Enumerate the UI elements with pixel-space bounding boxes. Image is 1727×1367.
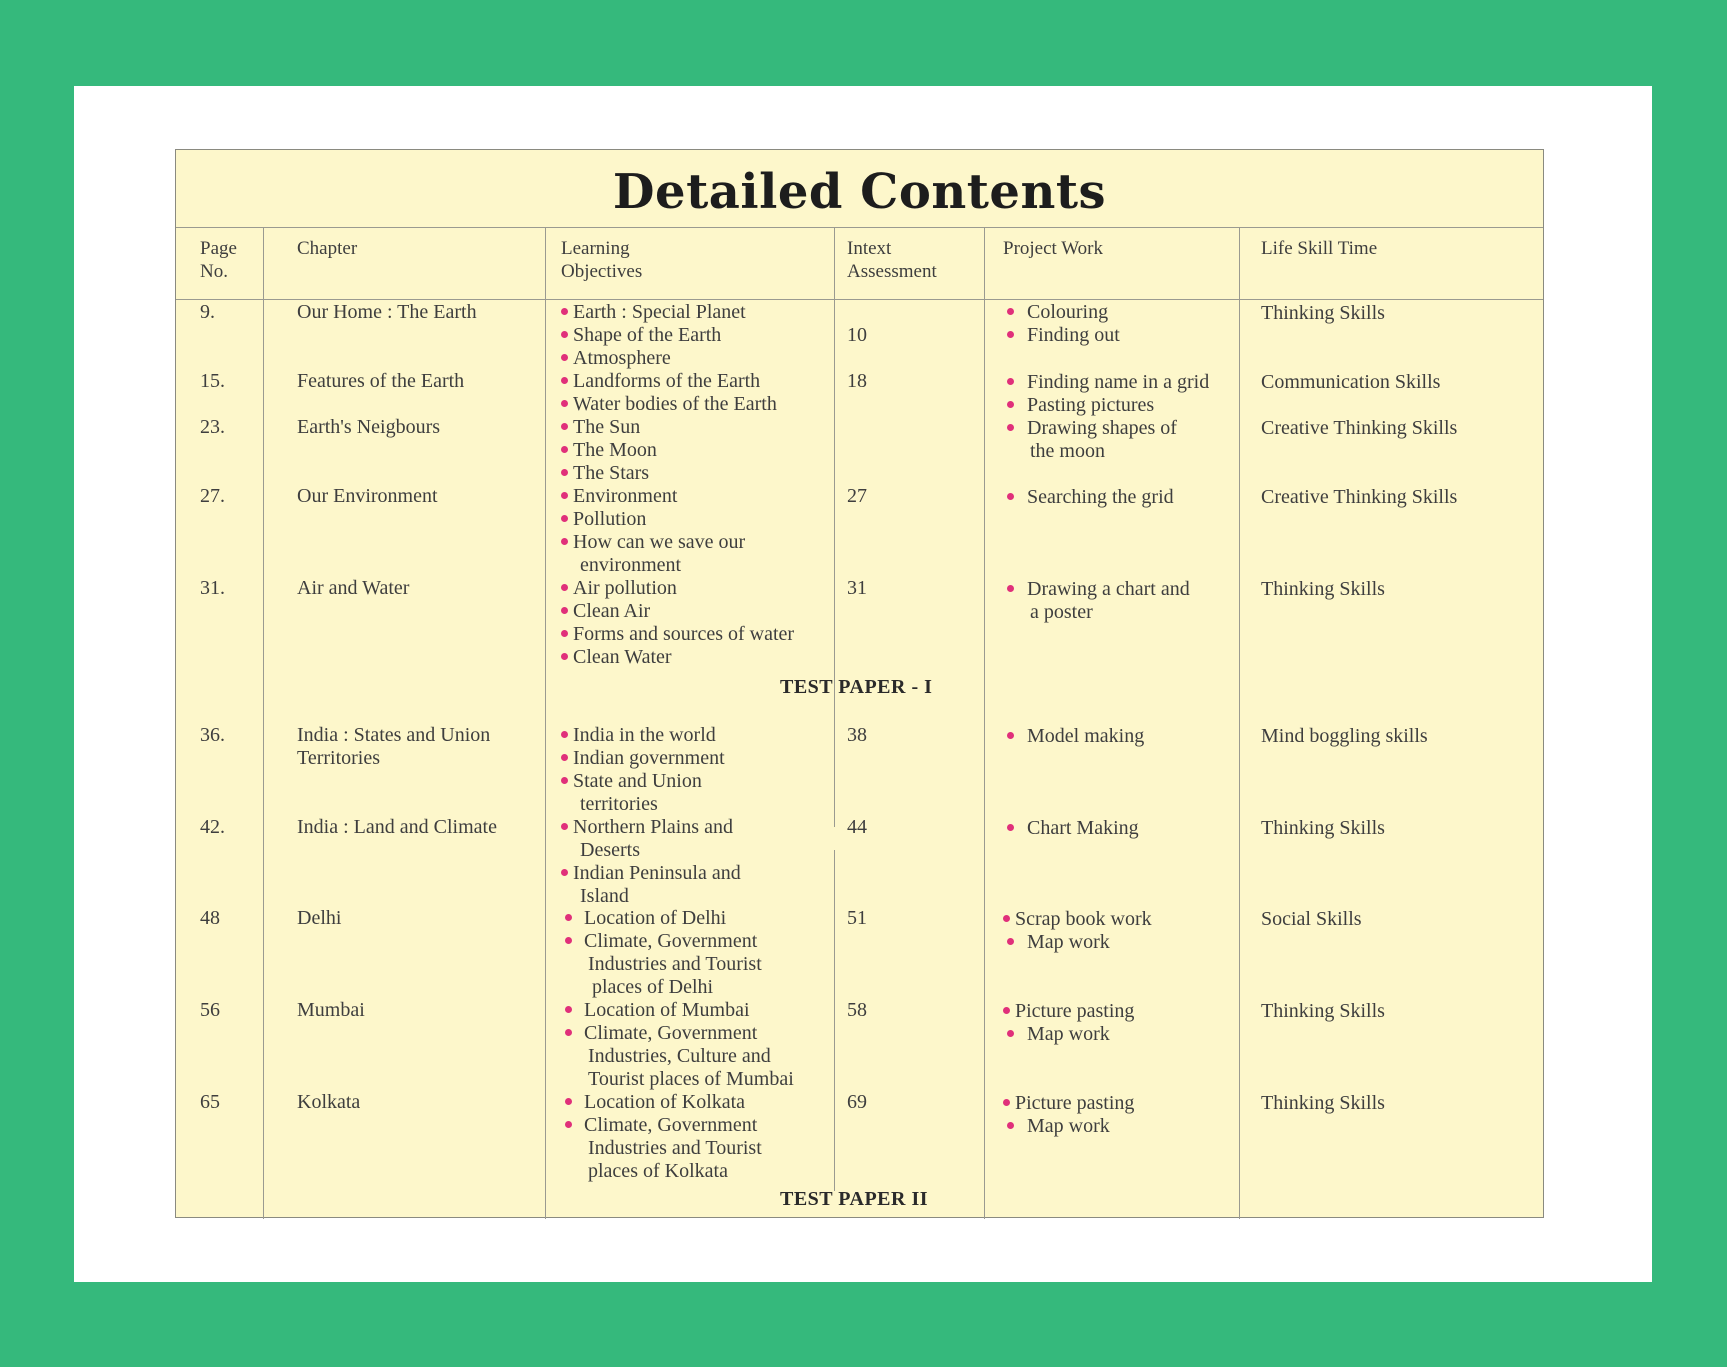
- page-number: 48: [200, 907, 220, 929]
- page-number: 9.: [200, 301, 215, 323]
- header-text: No.: [200, 261, 228, 282]
- page-title: Detailed Contents: [612, 164, 1107, 220]
- objectives-list: [561, 724, 725, 816]
- chapter-name: Our Home : The Earth: [297, 301, 477, 323]
- assessment-page: 38: [847, 724, 867, 746]
- bullet-icon: [561, 492, 568, 499]
- objective-continuation: places of Delhi: [592, 976, 714, 998]
- project-item: Map work: [1003, 931, 1152, 954]
- project-item: Scrap book work: [1003, 908, 1152, 931]
- project-list: [1003, 1000, 1134, 1046]
- chapter-name: Air and Water: [297, 577, 410, 599]
- column-divider: [834, 850, 835, 1191]
- project-item: Drawing a chart and: [1003, 578, 1190, 601]
- assessment-page: 44: [847, 816, 867, 838]
- assessment-page: 31: [847, 577, 867, 599]
- bullet-icon: [561, 331, 568, 338]
- objective-item: Atmosphere: [561, 347, 746, 370]
- bullet-icon: [561, 377, 568, 384]
- bullet-icon: [561, 400, 568, 407]
- header-text: Assessment: [847, 261, 937, 282]
- project-item: Map work: [1003, 1023, 1134, 1046]
- assessment-page: 10: [847, 324, 867, 346]
- objective-continuation: Industries and Tourist: [588, 1137, 762, 1159]
- objectives-list: [561, 577, 794, 669]
- assessment-page: 69: [847, 1091, 867, 1113]
- objectives-list: [561, 816, 741, 908]
- page-number: 23.: [200, 416, 225, 438]
- bullet-icon: [1007, 938, 1014, 945]
- objective-item: Shape of the Earth: [561, 324, 746, 347]
- project-item: Map work: [1003, 1115, 1134, 1138]
- header-life-skill: Life Skill Time: [1261, 238, 1378, 259]
- project-item: Finding out: [1003, 324, 1120, 347]
- project-item: Drawing shapes of: [1003, 417, 1177, 440]
- objectives-list: [561, 485, 745, 577]
- objective-item: Earth : Special Planet: [561, 301, 746, 324]
- chapter-name: Features of the Earth: [297, 370, 465, 392]
- project-list: [1003, 486, 1174, 509]
- project-list: [1003, 817, 1139, 840]
- objectives-list: [561, 370, 777, 416]
- project-list: [1003, 908, 1152, 954]
- chapter-name: Kolkata: [297, 1091, 361, 1113]
- objective-item: Climate, Government: [561, 1114, 762, 1137]
- bullet-icon: [561, 446, 568, 453]
- objectives-list: [561, 301, 746, 370]
- chapter-line: India : States and Union: [297, 724, 491, 746]
- project-item: Picture pasting: [1003, 1092, 1134, 1115]
- life-skill: Social Skills: [1261, 908, 1362, 930]
- objective-item: Northern Plains and: [561, 816, 741, 839]
- assessment-page: 18: [847, 370, 867, 392]
- life-skill: Thinking Skills: [1261, 578, 1385, 600]
- objectives-list: [561, 907, 762, 999]
- bullet-icon: [1007, 424, 1014, 431]
- project-list: [1003, 301, 1120, 347]
- project-list: [1003, 725, 1144, 748]
- bullet-icon: [1007, 585, 1014, 592]
- bullet-icon: [565, 1029, 572, 1036]
- header-text: Learning: [561, 238, 630, 259]
- objective-continuation: Island: [580, 885, 629, 907]
- column-divider: [545, 227, 546, 1219]
- project-item: Finding name in a grid: [1003, 371, 1209, 394]
- title-divider: [176, 227, 1543, 228]
- chapter-name: [297, 724, 490, 770]
- bullet-icon: [1007, 493, 1014, 500]
- bullet-icon: [1007, 732, 1014, 739]
- bullet-icon: [1007, 824, 1014, 831]
- project-item-continuation: a poster: [1030, 601, 1093, 623]
- objective-item: Indian government: [561, 747, 725, 770]
- objective-item: Pollution: [561, 508, 745, 531]
- objective-item: How can we save our: [561, 531, 745, 554]
- column-divider: [263, 227, 264, 1219]
- objectives-list: [561, 1091, 762, 1183]
- page-number: 56: [200, 999, 220, 1021]
- life-skill: Communication Skills: [1261, 371, 1441, 393]
- bullet-icon: [561, 630, 568, 637]
- objective-item: Location of Kolkata: [561, 1091, 762, 1114]
- objective-item: India in the world: [561, 724, 725, 747]
- objective-continuation: territories: [580, 793, 658, 815]
- life-skill: Thinking Skills: [1261, 817, 1385, 839]
- objective-continuation: environment: [580, 554, 682, 576]
- bullet-icon: [565, 1098, 572, 1105]
- page-number: 27.: [200, 485, 225, 507]
- objectives-list: [561, 999, 794, 1091]
- bullet-icon: [561, 731, 568, 738]
- life-skill: Thinking Skills: [1261, 1000, 1385, 1022]
- bullet-icon: [1003, 1007, 1010, 1014]
- bullet-icon: [561, 869, 568, 876]
- project-item: Picture pasting: [1003, 1000, 1134, 1023]
- life-skill: Creative Thinking Skills: [1261, 486, 1458, 508]
- objective-item: Environment: [561, 485, 745, 508]
- chapter-name: India : Land and Climate: [297, 816, 497, 838]
- objective-item: Climate, Government: [561, 930, 762, 953]
- header-chapter: Chapter: [297, 238, 358, 259]
- header-page-no: [200, 237, 237, 283]
- bullet-icon: [1007, 378, 1014, 385]
- bullet-icon: [1007, 1030, 1014, 1037]
- page-number: 15.: [200, 370, 225, 392]
- objective-item: Indian Peninsula and: [561, 862, 741, 885]
- bullet-icon: [561, 538, 568, 545]
- bullet-icon: [565, 914, 572, 921]
- objective-item: Location of Delhi: [561, 907, 762, 930]
- objective-item: Landforms of the Earth: [561, 370, 777, 393]
- assessment-page: 58: [847, 999, 867, 1021]
- bullet-icon: [1003, 915, 1010, 922]
- chapter-name: Delhi: [297, 907, 342, 929]
- project-item: Searching the grid: [1003, 486, 1174, 509]
- life-skill: Creative Thinking Skills: [1261, 417, 1458, 439]
- header-objectives: [561, 237, 642, 283]
- objective-item: Water bodies of the Earth: [561, 393, 777, 416]
- bullet-icon: [561, 584, 568, 591]
- objective-item: The Stars: [561, 462, 657, 485]
- assessment-page: 51: [847, 907, 867, 929]
- objective-continuation: places of Kolkata: [588, 1160, 728, 1182]
- chapter-line: Territories: [297, 747, 381, 769]
- project-list: [1003, 578, 1190, 624]
- objectives-list: [561, 416, 657, 485]
- header-project: Project Work: [1003, 238, 1103, 259]
- test-paper-label: TEST PAPER - I: [780, 676, 933, 698]
- bullet-icon: [1007, 331, 1014, 338]
- objective-item: State and Union: [561, 770, 725, 793]
- project-item-continuation: the moon: [1030, 440, 1105, 462]
- objective-item: Clean Water: [561, 646, 794, 669]
- header-text: Intext: [847, 238, 892, 259]
- column-divider: [984, 227, 985, 1219]
- life-skill: Thinking Skills: [1261, 1092, 1385, 1114]
- bullet-icon: [565, 1006, 572, 1013]
- page-number: 65: [200, 1091, 220, 1113]
- bullet-icon: [561, 653, 568, 660]
- header-text: Objectives: [561, 261, 643, 282]
- bullet-icon: [561, 469, 568, 476]
- project-list: [1003, 417, 1177, 463]
- bullet-icon: [561, 308, 568, 315]
- bullet-icon: [565, 937, 572, 944]
- objective-item: The Sun: [561, 416, 657, 439]
- objective-item: Location of Mumbai: [561, 999, 794, 1022]
- objective-item: The Moon: [561, 439, 657, 462]
- objective-continuation: Tourist places of Mumbai: [588, 1068, 794, 1090]
- life-skill: Thinking Skills: [1261, 302, 1385, 324]
- project-list: [1003, 371, 1209, 417]
- project-item: Colouring: [1003, 301, 1120, 324]
- project-item: Model making: [1003, 725, 1144, 748]
- objective-item: Clean Air: [561, 600, 794, 623]
- header-divider: [176, 299, 1543, 300]
- column-divider: [834, 227, 835, 827]
- bullet-icon: [561, 354, 568, 361]
- bullet-icon: [1007, 401, 1014, 408]
- page-number: 31.: [200, 577, 225, 599]
- assessment-page: 27: [847, 485, 867, 507]
- bullet-icon: [565, 1121, 572, 1128]
- column-divider: [1239, 227, 1240, 1219]
- objective-continuation: Deserts: [580, 839, 640, 861]
- objective-continuation: Industries and Tourist: [588, 953, 762, 975]
- page-number: 42.: [200, 816, 225, 838]
- bullet-icon: [561, 754, 568, 761]
- bullet-icon: [561, 823, 568, 830]
- test-paper-label: TEST PAPER II: [780, 1188, 929, 1210]
- objective-continuation: Industries, Culture and: [588, 1045, 771, 1067]
- objective-item: Climate, Government: [561, 1022, 794, 1045]
- project-item: Pasting pictures: [1003, 394, 1209, 417]
- header-text: Page: [200, 238, 237, 259]
- bullet-icon: [1003, 1099, 1010, 1106]
- bullet-icon: [1007, 1122, 1014, 1129]
- bullet-icon: [561, 423, 568, 430]
- life-skill: Mind boggling skills: [1261, 725, 1428, 747]
- objective-item: Forms and sources of water: [561, 623, 794, 646]
- chapter-name: Earth's Neigbours: [297, 416, 441, 438]
- chapter-name: Our Environment: [297, 485, 438, 507]
- bullet-icon: [561, 607, 568, 614]
- project-item: Chart Making: [1003, 817, 1139, 840]
- objective-item: Air pollution: [561, 577, 794, 600]
- chapter-name: Mumbai: [297, 999, 365, 1021]
- page-number: 36.: [200, 724, 225, 746]
- project-list: [1003, 1092, 1134, 1138]
- contents-table: [175, 149, 1544, 1218]
- bullet-icon: [1007, 308, 1014, 315]
- bullet-icon: [561, 777, 568, 784]
- header-assessment: [847, 237, 937, 283]
- bullet-icon: [561, 515, 568, 522]
